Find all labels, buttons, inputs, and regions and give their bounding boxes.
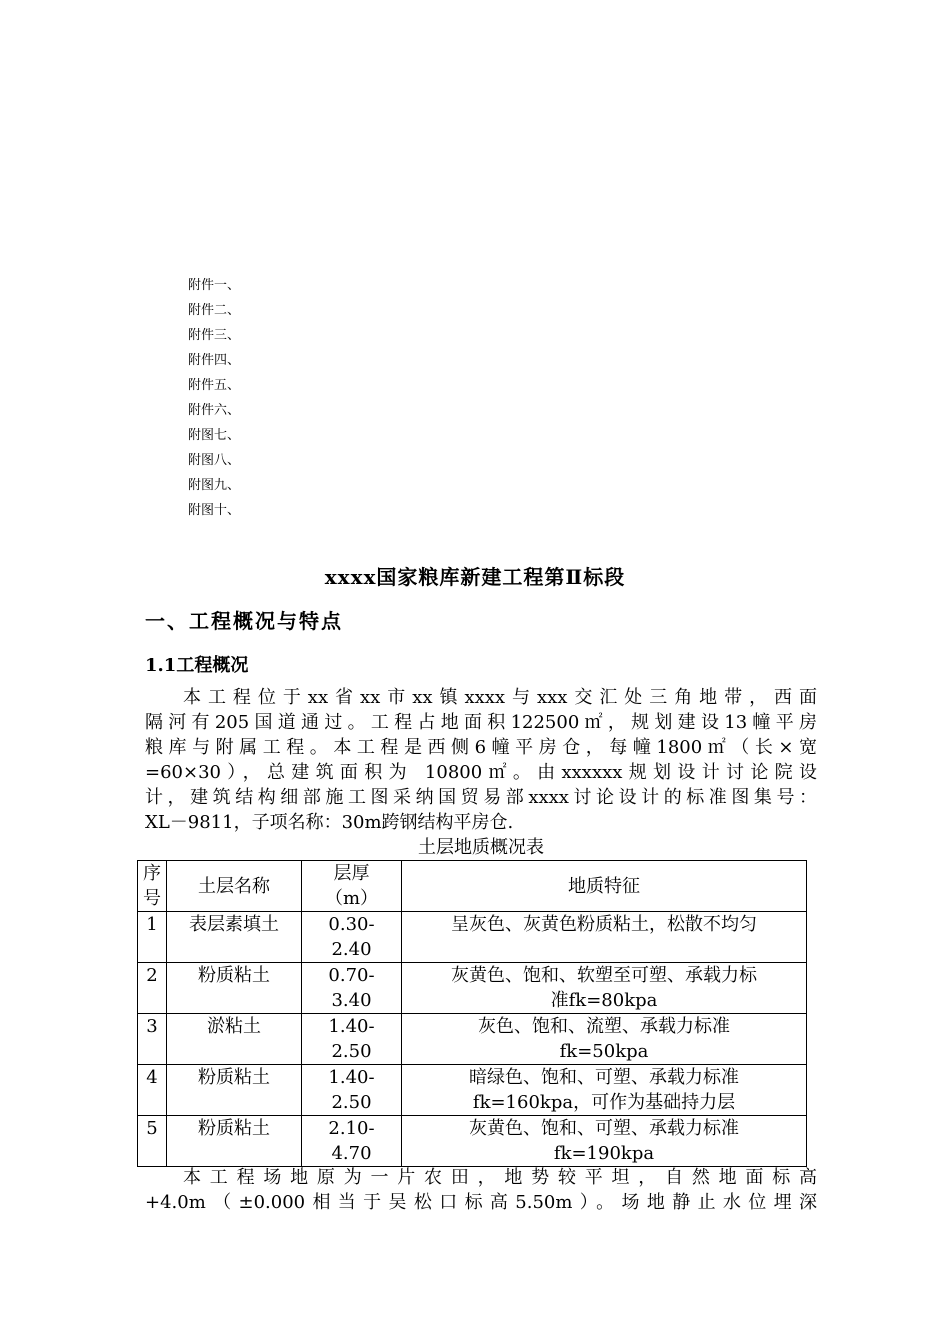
header-feature: 地质特征 — [402, 861, 807, 912]
cell-thickness: 0.70- 3.40 — [302, 963, 402, 1014]
table-row — [138, 912, 807, 963]
attachment-item: 附图七、 — [188, 428, 241, 443]
subsection-heading: 1.1工程概况 — [145, 655, 249, 676]
cell-thickness: 1.40- 2.50 — [302, 1014, 402, 1065]
table-row — [138, 1065, 807, 1116]
cell-feature: 暗绿色、饱和、可塑、承载力标准 fk=160kpa，可作为基础持力层 — [402, 1065, 807, 1116]
attachment-list — [188, 273, 240, 523]
attachment-item: 附图八、 — [188, 453, 241, 468]
table-caption: 土层地质概况表 — [418, 837, 544, 858]
cell-name: 粉质粘土 — [167, 1065, 302, 1116]
table-header-row — [138, 861, 807, 912]
cell-thickness: 1.40- 2.50 — [302, 1065, 402, 1116]
header-no: 序 号 — [138, 861, 167, 912]
attachment-item: 附件五、 — [188, 378, 241, 393]
attachment-item: 附图十、 — [188, 503, 241, 518]
cell-name: 粉质粘土 — [167, 1116, 302, 1167]
table-row — [138, 1014, 807, 1065]
cell-thickness: 2.10- 4.70 — [302, 1116, 402, 1167]
cell-no: 5 — [138, 1116, 167, 1167]
site-paragraph — [145, 1165, 817, 1215]
overview-paragraph — [145, 685, 817, 835]
cell-name: 淤粘土 — [167, 1014, 302, 1065]
paragraph-line: 粮库与附属工程。本工程是西侧6幢平房仓，每幢1800㎡（长×宽 — [145, 737, 817, 758]
table-row — [138, 1116, 807, 1167]
paragraph-line: =60×30），总建筑面积为 10800㎡。由xxxxxx规划设计讨论院设 — [145, 762, 817, 783]
paragraph-line: 计，建筑结构细部施工图采纳国贸易部xxxx讨论设计的标准图集号： — [145, 787, 817, 808]
cell-feature: 灰色、饱和、流塑、承载力标准 fk=50kpa — [402, 1014, 807, 1065]
section-heading: 一、工程概况与特点 — [145, 609, 343, 633]
attachment-item: 附件六、 — [188, 403, 241, 418]
paragraph-line: 本工程位于xx省xx市xx镇xxxx与xxx交汇处三角地带，西面 — [183, 687, 817, 708]
cell-feature: 灰黄色、饱和、可塑、承载力标准 fk=190kpa — [402, 1116, 807, 1167]
cell-feature: 呈灰色、灰黄色粉质粘土，松散不均匀 — [402, 912, 807, 963]
cell-no: 1 — [138, 912, 167, 963]
soil-table — [137, 860, 807, 1167]
attachment-item: 附件一、 — [188, 278, 241, 293]
header-thickness: 层厚 （m） — [302, 861, 402, 912]
header-name: 土层名称 — [167, 861, 302, 912]
cell-no: 3 — [138, 1014, 167, 1065]
table-row — [138, 963, 807, 1014]
paragraph-line: +4.0m（±0.000相当于吴松口标高5.50m）。场地静止水位埋深 — [145, 1192, 817, 1213]
document-title: xxxx国家粮库新建工程第Ⅱ标段 — [324, 565, 626, 589]
cell-feature: 灰黄色、饱和、软塑至可塑、承载力标 准fk=80kpa — [402, 963, 807, 1014]
paragraph-line: XL－9811，子项名称：30m跨钢结构平房仓. — [145, 812, 514, 833]
cell-name: 粉质粘土 — [167, 963, 302, 1014]
attachment-item: 附件二、 — [188, 303, 241, 318]
attachment-item: 附件三、 — [188, 328, 241, 343]
attachment-item: 附件四、 — [188, 353, 241, 368]
paragraph-line: 本工程场地原为一片农田，地势较平坦，自然地面标高 — [183, 1167, 817, 1188]
cell-name: 表层素填土 — [167, 912, 302, 963]
cell-thickness: 0.30- 2.40 — [302, 912, 402, 963]
cell-no: 2 — [138, 963, 167, 1014]
paragraph-line: 隔河有205国道通过。工程占地面积122500㎡，规划建设13幢平房 — [145, 712, 817, 733]
cell-no: 4 — [138, 1065, 167, 1116]
attachment-item: 附图九、 — [188, 478, 241, 493]
